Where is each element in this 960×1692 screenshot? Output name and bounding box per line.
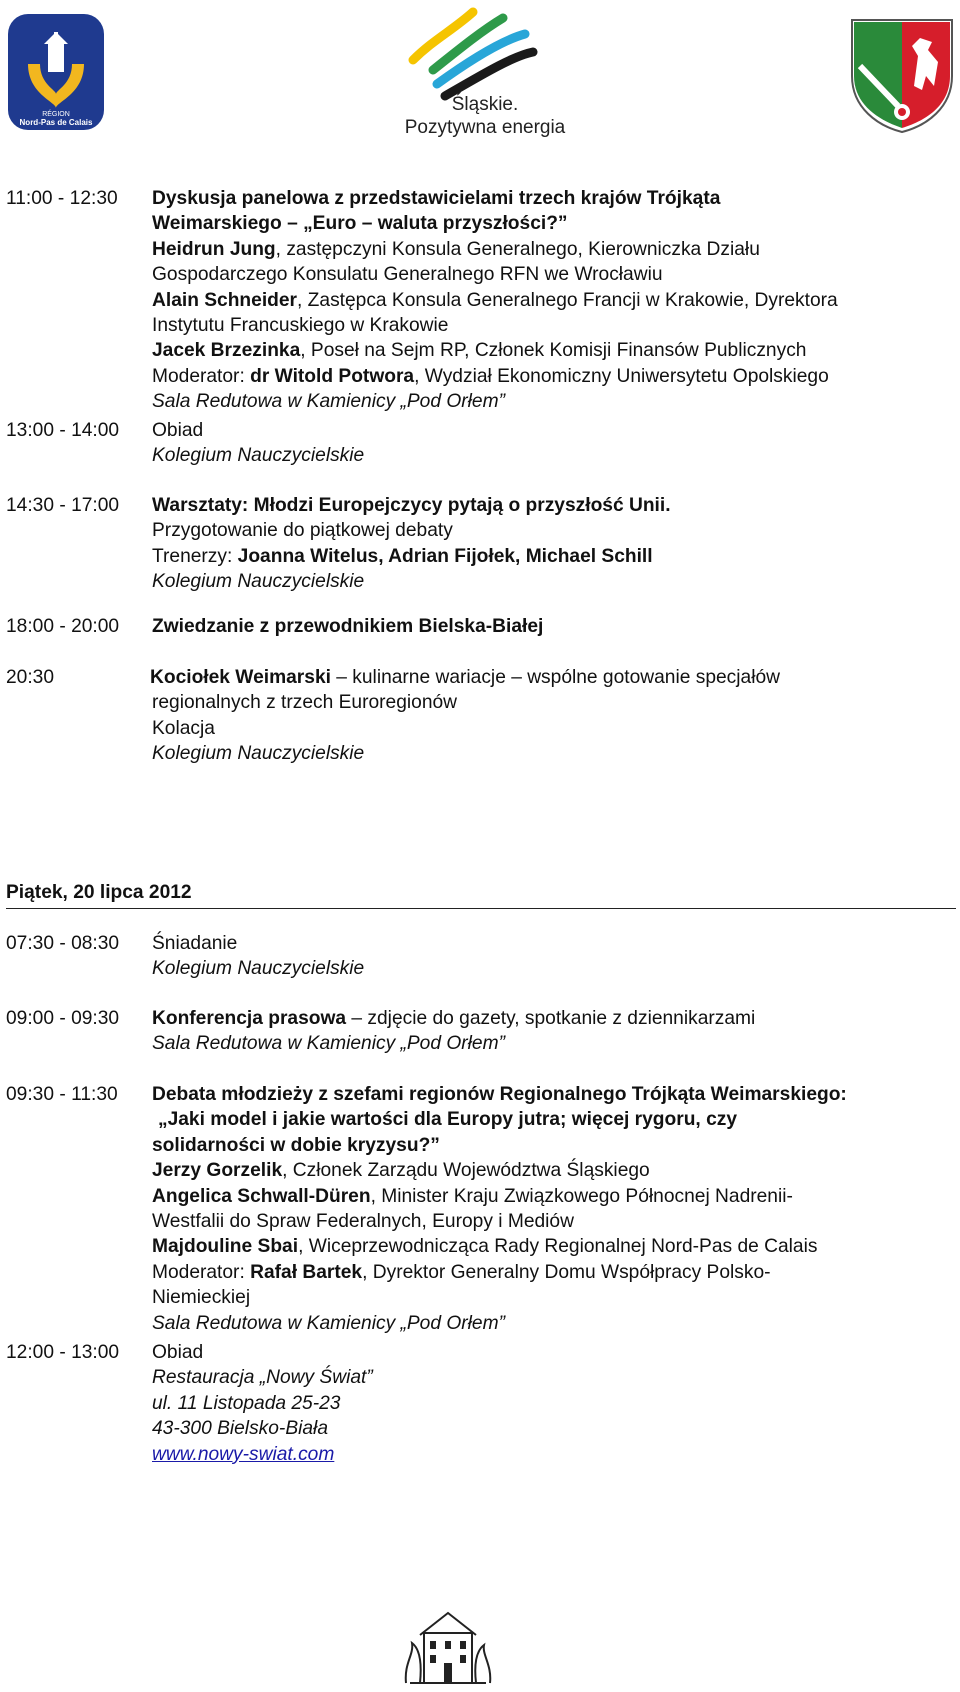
svg-text:Śląskie.: Śląskie. — [451, 94, 519, 115]
nrw-coat-of-arms-icon — [848, 16, 960, 136]
speaker-line — [152, 1184, 956, 1209]
item-description — [152, 418, 956, 469]
moderator-name: Rafał Bartek — [250, 1261, 363, 1283]
speaker-role: , zastępczyni Konsula Generalnego, Kierowniczka Działu — [275, 238, 760, 260]
item-venue: Kolegium Nauczycielskie — [152, 743, 365, 765]
speaker-name: Jacek Brzezinka — [152, 340, 301, 362]
building-emblem-icon — [400, 1603, 496, 1687]
svg-text:Nord-Pas de Calais: Nord-Pas de Calais — [19, 118, 93, 127]
speaker-role: , Wiceprzewodnicząca Rady Regionalnej Nord-Pas de Calais — [298, 1236, 818, 1258]
item-title: Konferencja prasowa — [152, 1008, 347, 1029]
moderator-label: Moderator: — [152, 365, 251, 387]
moderator-role-cont: Niemieckiej — [152, 1287, 251, 1309]
item-time: 20:30 — [6, 667, 55, 688]
item-description — [150, 665, 954, 767]
item-venue: Kolegium Nauczycielskie — [152, 958, 365, 980]
item-time: 13:00 - 14:00 — [6, 420, 120, 441]
item-title: Kociołek Weimarski — [150, 667, 331, 688]
item-title: Debata młodzieży z szefami regionów Regionalnego Trójkąta Weimarskiego: — [152, 1084, 847, 1105]
item-venue: Kolegium Nauczycielskie — [152, 445, 365, 467]
item-title: Obiad — [152, 420, 204, 441]
speaker-role: , Poseł na Sejm RP, Członek Komisji Finansów Publicznych — [300, 340, 807, 362]
speaker-name: Majdouline Sbai — [152, 1236, 299, 1258]
item-time: 14:30 - 17:00 — [6, 495, 120, 516]
moderator-name: dr Witold Potwora — [250, 365, 415, 387]
moderator-line — [152, 1260, 956, 1285]
item-venue: Sala Redutowa w Kamienicy „Pod Orłem” — [152, 1033, 505, 1055]
speaker-role: , Zastępca Konsula Generalnego Francji w Krakowie, Dyrektora — [297, 289, 838, 311]
moderator-label: Moderator: — [152, 1261, 251, 1283]
moderator-role: , Dyrektor Generalny Domu Współpracy Polsko- — [362, 1261, 771, 1283]
venue-website-link[interactable]: www.nowy-swiat.com — [152, 1443, 335, 1465]
speaker-line — [152, 338, 956, 363]
heading-underline — [6, 908, 956, 909]
venue-city: 43-300 Bielsko-Biała — [152, 1418, 328, 1440]
item-description — [152, 1006, 956, 1057]
item-description — [152, 614, 956, 639]
speaker-line — [152, 1158, 956, 1183]
item-title-cont: regionalnych z trzech Euroregionów — [152, 692, 458, 714]
speaker-role-cont: Westfalii do Spraw Federalnych, Europy i Mediów — [152, 1211, 574, 1233]
item-subtitle: Kolacja — [152, 717, 215, 739]
item-description — [152, 186, 956, 415]
item-title-cont: solidarności w dobie kryzysu?” — [152, 1134, 440, 1156]
moderator-line — [152, 364, 956, 389]
item-title: Zwiedzanie z przewodnikiem Bielska-Białej — [152, 616, 544, 637]
item-title-line — [152, 1006, 956, 1031]
speaker-role: , Członek Zarządu Województwa Śląskiego — [282, 1160, 650, 1182]
item-time: 09:00 - 09:30 — [6, 1008, 120, 1029]
item-time: 07:30 - 08:30 — [6, 933, 120, 954]
svg-text:RÉGION: RÉGION — [42, 111, 70, 118]
svg-text:Pozytywna energia: Pozytywna energia — [404, 117, 566, 138]
item-time: 09:30 - 11:30 — [6, 1084, 118, 1105]
item-title-rest: – zdjęcie do gazety, spotkanie z dziennikarzami — [346, 1008, 756, 1029]
speaker-name: Angelica Schwall-Düren — [152, 1185, 371, 1207]
speaker-name: Heidrun Jung — [152, 238, 276, 260]
speaker-role: , Minister Kraju Związkowego Północnej Nadrenii- — [370, 1185, 793, 1207]
venue-address: ul. 11 Listopada 25-23 — [152, 1392, 341, 1414]
item-title: Dyskusja panelowa z przedstawicielami trzech krajów Trójkąta — [152, 188, 721, 209]
item-title-cont: „Jaki model i jakie wartości dla Europy jutra; więcej rygoru, czy — [158, 1109, 738, 1131]
item-title-rest: – kulinarne wariacje – wspólne gotowanie specjałów — [330, 667, 780, 688]
header-logos — [0, 0, 960, 150]
trainers-line — [152, 544, 956, 569]
item-venue: Sala Redutowa w Kamienicy „Pod Orłem” — [152, 1312, 505, 1334]
speaker-line — [152, 237, 956, 262]
item-subtitle: Przygotowanie do piątkowej debaty — [152, 520, 453, 542]
day-heading: Piątek, 20 lipca 2012 — [6, 882, 192, 903]
item-description — [152, 931, 956, 982]
item-description — [152, 1082, 956, 1336]
moderator-role: , Wydział Ekonomiczny Uniwersytetu Opolskiego — [414, 365, 829, 387]
speaker-role-cont: Instytutu Francuskiego w Krakowie — [152, 315, 449, 337]
speaker-name: Alain Schneider — [152, 289, 298, 311]
region-nord-pas-de-calais-logo — [6, 12, 108, 134]
speaker-line — [152, 1234, 956, 1259]
item-venue: Restauracja „Nowy Świat” — [152, 1367, 373, 1389]
item-time: 11:00 - 12:30 — [6, 188, 118, 209]
item-time: 12:00 - 13:00 — [6, 1342, 120, 1363]
item-title-line — [150, 665, 954, 690]
item-description — [152, 1340, 956, 1467]
item-title: Śniadanie — [152, 933, 238, 954]
item-title: Warsztaty: Młodzi Europejczycy pytają o przyszłość Unii. — [152, 495, 671, 516]
trainers-names: Joanna Witelus, Adrian Fijołek, Michael Schill — [237, 545, 653, 567]
speaker-line — [152, 288, 956, 313]
speaker-name: Jerzy Gorzelik — [152, 1160, 283, 1182]
item-title-cont: Weimarskiego – „Euro – waluta przyszłości?” — [152, 213, 568, 235]
item-title: Obiad — [152, 1342, 204, 1363]
item-venue: Kolegium Nauczycielskie — [152, 571, 365, 593]
slaskie-pozytywna-energia-logo — [393, 0, 573, 150]
item-time: 18:00 - 20:00 — [6, 616, 120, 637]
speaker-role-cont: Gospodarczego Konsulatu Generalnego RFN we Wrocławiu — [152, 264, 663, 286]
trainers-label: Trenerzy: — [152, 545, 238, 567]
item-venue: Sala Redutowa w Kamienicy „Pod Orłem” — [152, 391, 505, 413]
item-description — [152, 493, 956, 595]
